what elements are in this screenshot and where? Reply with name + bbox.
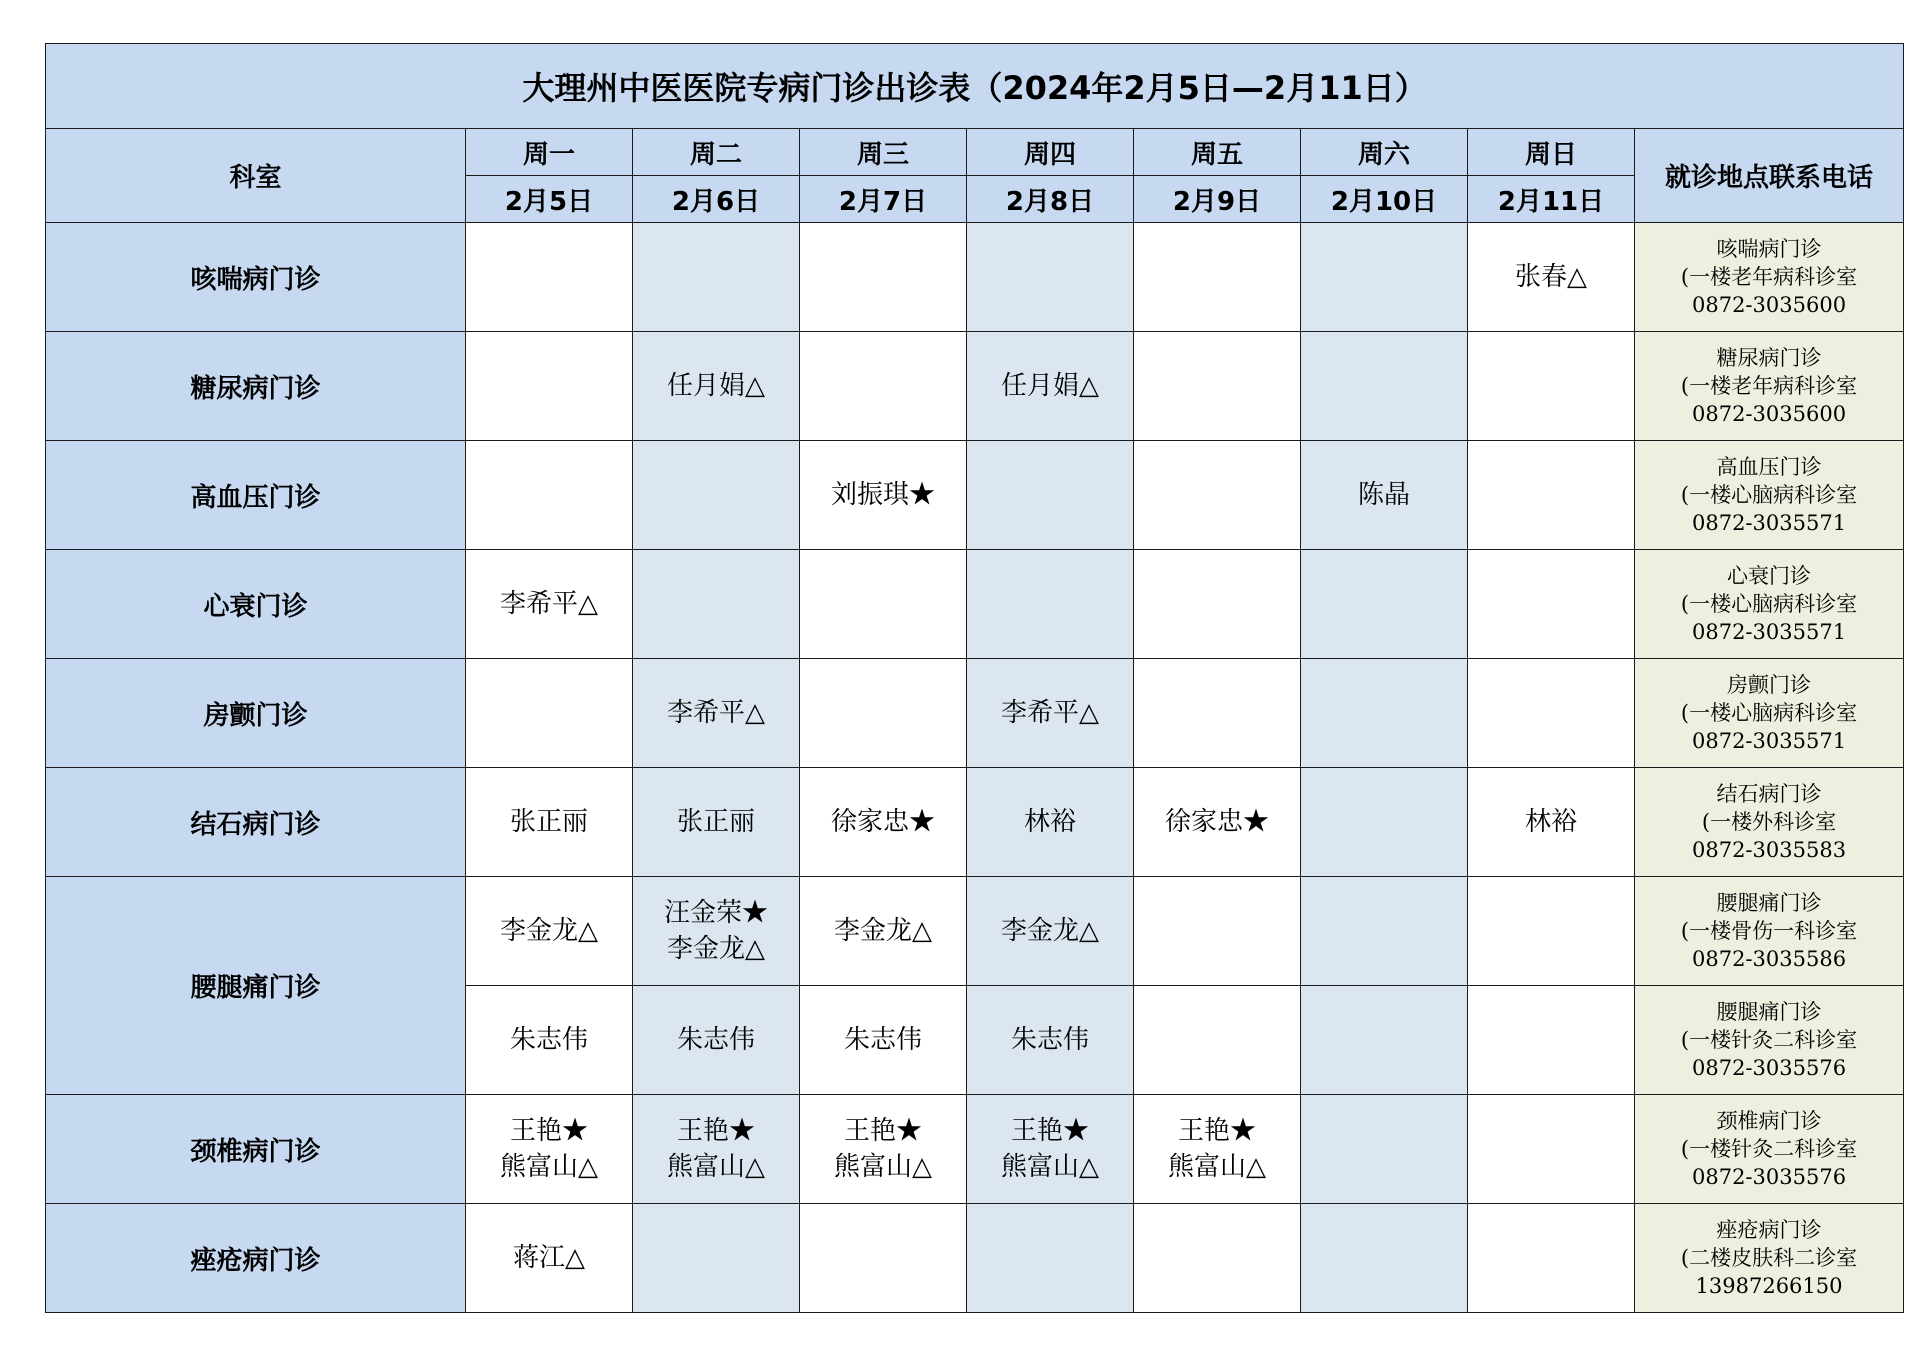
header-weekday: 周五 (1134, 129, 1301, 176)
doctor-name: 王艳★ (676, 1116, 755, 1146)
header-date: 2月5日 (466, 176, 633, 223)
contact-clinic: 痤疮病门诊 (1716, 1218, 1822, 1242)
schedule-cell (466, 1204, 633, 1313)
contact-location: (一楼针灸二科诊室 (1680, 1028, 1858, 1052)
schedule-cell (633, 441, 800, 550)
contact-info (1635, 986, 1904, 1095)
contact-phone: 0872-3035600 (1691, 293, 1847, 317)
contact-clinic: 结石病门诊 (1716, 782, 1822, 806)
header-weekday: 周二 (633, 129, 800, 176)
contact-location: (一楼骨伤一科诊室 (1680, 919, 1858, 943)
table-title: 大理州中医医院专病门诊出诊表（2024年2月5日—2月11日） (46, 44, 1904, 129)
contact-phone: 0872-3035583 (1691, 838, 1847, 862)
contact-location: (一楼老年病科诊室 (1680, 374, 1858, 398)
department-name: 咳喘病门诊 (46, 223, 466, 332)
contact-location: (一楼针灸二科诊室 (1680, 1137, 1858, 1161)
contact-info (1635, 223, 1904, 332)
table-row (46, 659, 1904, 768)
doctor-name: 朱志伟 (1010, 1025, 1089, 1055)
header-weekday: 周一 (466, 129, 633, 176)
doctor-name: 李金龙△ (834, 916, 932, 946)
schedule-cell (967, 986, 1134, 1095)
contact-clinic: 颈椎病门诊 (1716, 1109, 1822, 1133)
doctor-name: 徐家忠★ (830, 807, 935, 837)
doctor-name: 林裕 (1023, 807, 1076, 837)
schedule-cell (967, 223, 1134, 332)
schedule-cell (1468, 1095, 1635, 1204)
schedule-cell (800, 768, 967, 877)
doctor-name: 刘振琪★ (830, 480, 935, 510)
doctor-name: 熊富山△ (500, 1152, 598, 1182)
header-date: 2月7日 (800, 176, 967, 223)
doctor-name: 王艳★ (509, 1116, 588, 1146)
doctor-name: 李希平△ (1001, 698, 1099, 728)
contact-clinic: 腰腿痛门诊 (1716, 1000, 1822, 1024)
schedule-cell (1301, 441, 1468, 550)
header-weekday: 周三 (800, 129, 967, 176)
department-name: 腰腿痛门诊 (46, 877, 466, 1095)
header-department: 科室 (46, 129, 466, 223)
doctor-name: 李希平△ (667, 698, 765, 728)
contact-clinic: 高血压门诊 (1716, 455, 1822, 479)
schedule-cell (1301, 1204, 1468, 1313)
schedule-cell (800, 223, 967, 332)
schedule-cell (633, 550, 800, 659)
department-name: 糖尿病门诊 (46, 332, 466, 441)
schedule-cell (633, 1095, 800, 1204)
doctor-name: 李金龙△ (667, 934, 765, 964)
contact-location: (一楼心脑病科诊室 (1680, 701, 1858, 725)
contact-info (1635, 1204, 1904, 1313)
schedule-body (46, 223, 1904, 1313)
header-date: 2月11日 (1468, 176, 1635, 223)
schedule-cell (466, 1095, 633, 1204)
schedule-cell (967, 332, 1134, 441)
doctor-name: 张正丽 (509, 807, 588, 837)
schedule-cell (967, 877, 1134, 986)
schedule-cell (1301, 332, 1468, 441)
doctor-name: 蒋江△ (513, 1243, 585, 1273)
schedule-cell (800, 1095, 967, 1204)
schedule-cell (466, 768, 633, 877)
schedule-cell (1468, 768, 1635, 877)
header-contact: 就诊地点联系电话 (1635, 129, 1904, 223)
doctor-name: 熊富山△ (1001, 1152, 1099, 1182)
schedule-cell (633, 877, 800, 986)
schedule-cell (1468, 550, 1635, 659)
schedule-cell (466, 441, 633, 550)
schedule-cell (1468, 441, 1635, 550)
schedule-cell (1301, 659, 1468, 768)
header-date: 2月6日 (633, 176, 800, 223)
department-name: 结石病门诊 (46, 768, 466, 877)
table-row (46, 223, 1904, 332)
schedule-cell (1134, 986, 1301, 1095)
table-row (46, 1095, 1904, 1204)
clinic-schedule-table (45, 43, 1904, 1313)
doctor-name: 熊富山△ (667, 1152, 765, 1182)
schedule-cell (1468, 877, 1635, 986)
schedule-cell (1134, 659, 1301, 768)
contact-info (1635, 332, 1904, 441)
doctor-name: 林裕 (1524, 807, 1577, 837)
contact-clinic: 咳喘病门诊 (1716, 237, 1822, 261)
schedule-cell (1301, 877, 1468, 986)
schedule-cell (800, 441, 967, 550)
department-name: 颈椎病门诊 (46, 1095, 466, 1204)
schedule-cell (1134, 223, 1301, 332)
doctor-name: 熊富山△ (1168, 1152, 1266, 1182)
table-row (46, 332, 1904, 441)
department-name: 房颤门诊 (46, 659, 466, 768)
contact-phone: 0872-3035586 (1691, 947, 1847, 971)
schedule-cell (1134, 1095, 1301, 1204)
schedule-cell (1468, 332, 1635, 441)
schedule-cell (466, 659, 633, 768)
doctor-name: 陈晶 (1357, 480, 1410, 510)
doctor-name: 任月娟△ (1001, 371, 1099, 401)
contact-info (1635, 877, 1904, 986)
contact-phone: 0872-3035576 (1691, 1165, 1847, 1189)
schedule-cell (1134, 332, 1301, 441)
contact-clinic: 房颤门诊 (1727, 673, 1812, 697)
schedule-cell (800, 659, 967, 768)
schedule-cell (800, 877, 967, 986)
contact-phone: 0872-3035576 (1691, 1056, 1847, 1080)
contact-clinic: 糖尿病门诊 (1716, 346, 1822, 370)
header-weekday: 周四 (967, 129, 1134, 176)
contact-location: (二楼皮肤科二诊室 (1680, 1246, 1858, 1270)
schedule-cell (466, 877, 633, 986)
doctor-name: 王艳★ (843, 1116, 922, 1146)
header-date: 2月9日 (1134, 176, 1301, 223)
doctor-name: 任月娟△ (667, 371, 765, 401)
contact-clinic: 腰腿痛门诊 (1716, 891, 1822, 915)
contact-location: (一楼心脑病科诊室 (1680, 483, 1858, 507)
schedule-cell (633, 768, 800, 877)
doctor-name: 张正丽 (676, 807, 755, 837)
table-row (46, 877, 1904, 986)
schedule-cell (1134, 441, 1301, 550)
schedule-cell (800, 332, 967, 441)
contact-phone: 0872-3035600 (1691, 402, 1847, 426)
schedule-cell (1468, 223, 1635, 332)
schedule-cell (633, 986, 800, 1095)
schedule-cell (466, 986, 633, 1095)
doctor-name: 熊富山△ (834, 1152, 932, 1182)
schedule-cell (1134, 768, 1301, 877)
schedule-cell (967, 550, 1134, 659)
schedule-cell (800, 986, 967, 1095)
doctor-name: 朱志伟 (843, 1025, 922, 1055)
doctor-name: 朱志伟 (509, 1025, 588, 1055)
doctor-name: 徐家忠★ (1164, 807, 1269, 837)
contact-location: (一楼外科诊室 (1701, 810, 1837, 834)
contact-info (1635, 1095, 1904, 1204)
contact-phone: 0872-3035571 (1691, 729, 1847, 753)
schedule-cell (1301, 768, 1468, 877)
schedule-cell (1468, 1204, 1635, 1313)
schedule-cell (1301, 550, 1468, 659)
doctor-name: 王艳★ (1177, 1116, 1256, 1146)
schedule-cell (1134, 877, 1301, 986)
schedule-cell (1301, 223, 1468, 332)
header-date: 2月10日 (1301, 176, 1468, 223)
schedule-cell (800, 1204, 967, 1313)
schedule-cell (1468, 986, 1635, 1095)
schedule-cell (466, 332, 633, 441)
doctor-name: 李金龙△ (1001, 916, 1099, 946)
header-date: 2月8日 (967, 176, 1134, 223)
table-row (46, 550, 1904, 659)
schedule-cell (1301, 1095, 1468, 1204)
doctor-name: 张春△ (1515, 262, 1587, 292)
schedule-cell (466, 223, 633, 332)
contact-location: (一楼老年病科诊室 (1680, 265, 1858, 289)
schedule-cell (1468, 659, 1635, 768)
contact-info (1635, 768, 1904, 877)
contact-phone: 13987266150 (1695, 1274, 1843, 1298)
schedule-cell (967, 659, 1134, 768)
schedule-cell (967, 1204, 1134, 1313)
department-name: 痤疮病门诊 (46, 1204, 466, 1313)
schedule-cell (633, 223, 800, 332)
schedule-cell (967, 1095, 1134, 1204)
department-name: 心衰门诊 (46, 550, 466, 659)
doctor-name: 朱志伟 (676, 1025, 755, 1055)
contact-location: (一楼心脑病科诊室 (1680, 592, 1858, 616)
schedule-cell (1134, 1204, 1301, 1313)
schedule-cell (633, 1204, 800, 1313)
contact-phone: 0872-3035571 (1691, 511, 1847, 535)
schedule-cell (967, 768, 1134, 877)
doctor-name: 李金龙△ (500, 916, 598, 946)
doctor-name: 王艳★ (1010, 1116, 1089, 1146)
schedule-cell (1134, 550, 1301, 659)
department-name: 高血压门诊 (46, 441, 466, 550)
schedule-cell (466, 550, 633, 659)
doctor-name: 汪金荣★ (663, 898, 768, 928)
contact-phone: 0872-3035571 (1691, 620, 1847, 644)
header-weekday: 周日 (1468, 129, 1635, 176)
contact-info (1635, 441, 1904, 550)
table-row (46, 441, 1904, 550)
table-row (46, 768, 1904, 877)
schedule-cell (633, 332, 800, 441)
contact-info (1635, 550, 1904, 659)
contact-info (1635, 659, 1904, 768)
schedule-cell (800, 550, 967, 659)
header-weekday: 周六 (1301, 129, 1468, 176)
schedule-cell (633, 659, 800, 768)
schedule-cell (967, 441, 1134, 550)
table-row (46, 1204, 1904, 1313)
doctor-name: 李希平△ (500, 589, 598, 619)
schedule-cell (1301, 986, 1468, 1095)
contact-clinic: 心衰门诊 (1727, 564, 1812, 588)
